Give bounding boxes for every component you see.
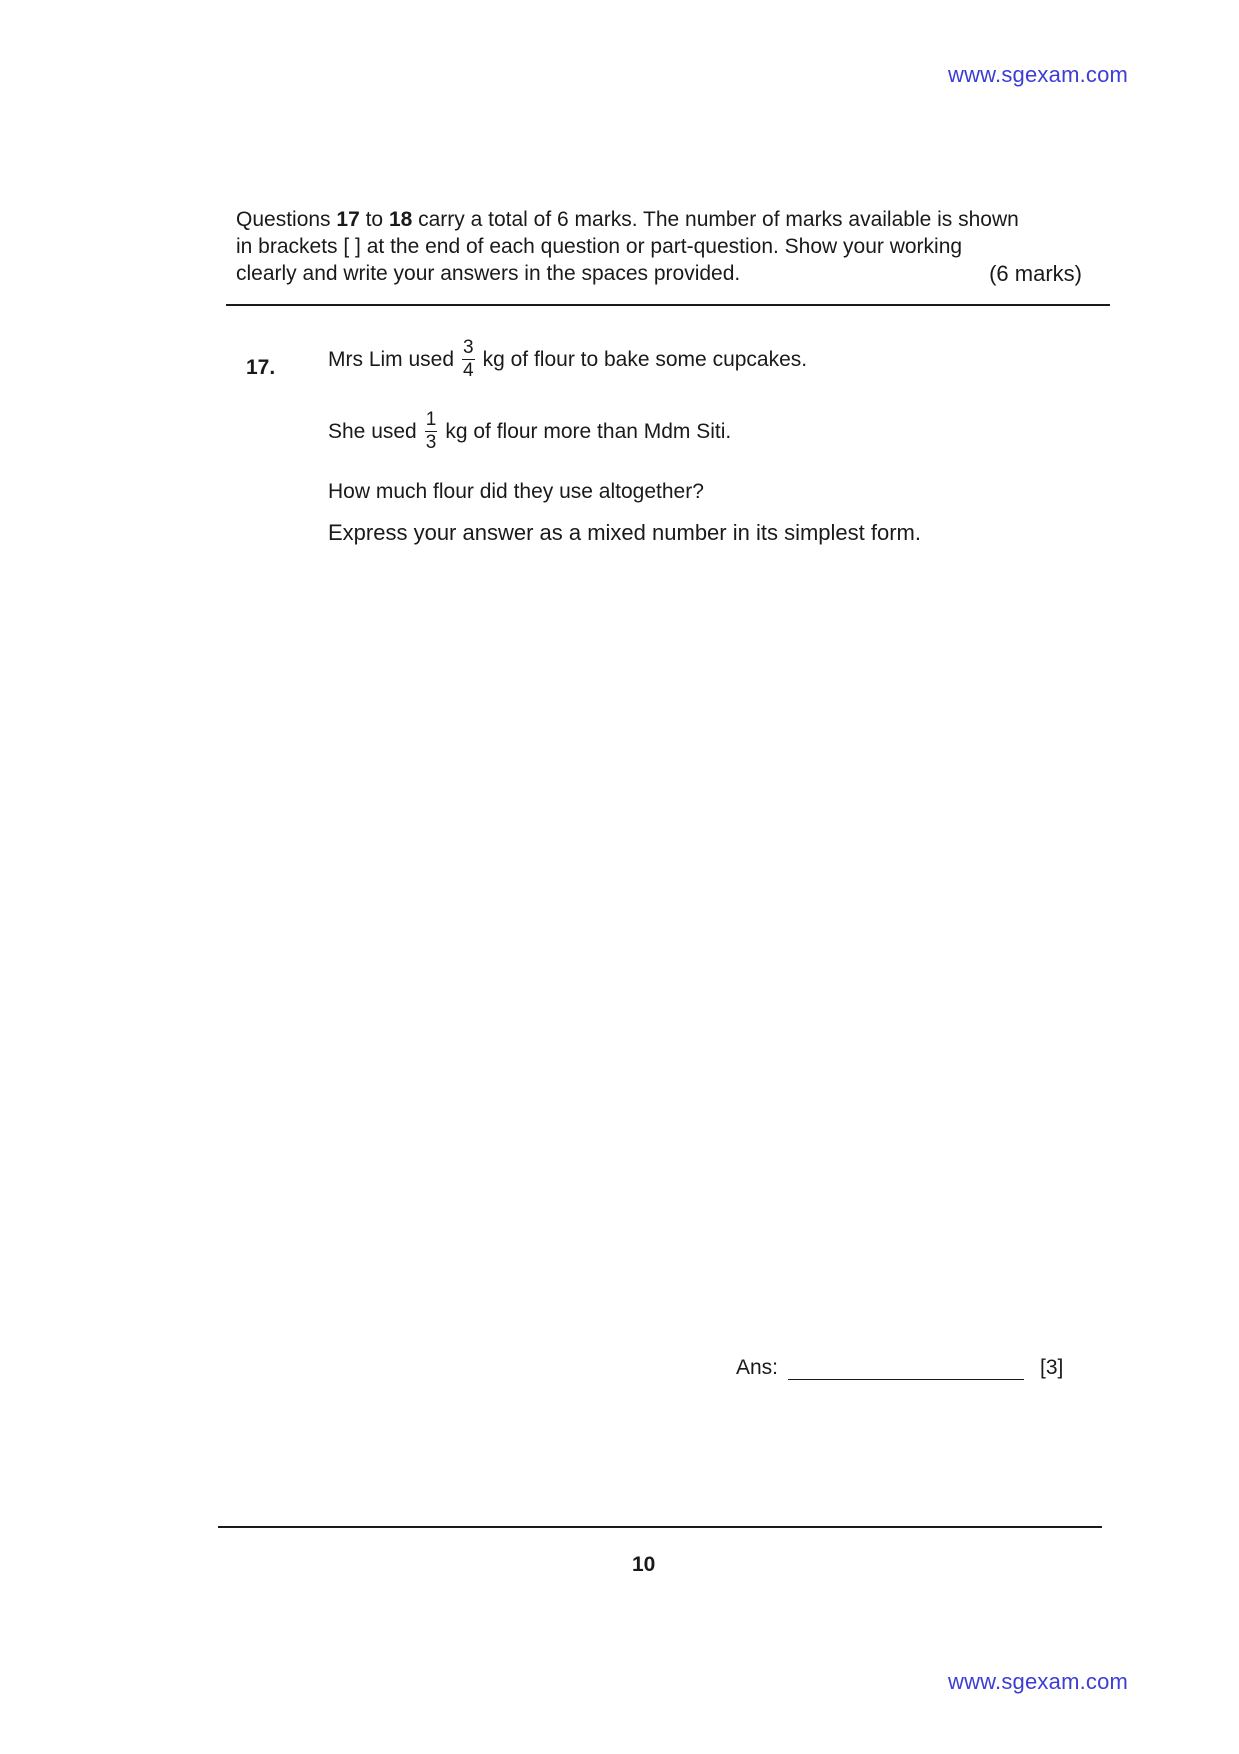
question-number: 17.: [246, 356, 276, 379]
question-range-end: 18: [388, 208, 413, 231]
answer-blank[interactable]: [788, 1357, 1024, 1380]
question-line-4: Express your answer as a mixed number in its simplest form.: [328, 520, 921, 545]
question-line-2: She used $\frac{1}{3}$ kg of flour more than Mdm Siti.: [328, 409, 732, 453]
instructions-line-3: clearly and write your answers in the spaces provided. (6 marks): [236, 261, 1082, 286]
question-line-1: Mrs Lim used $\frac{3}{4}$ kg of flour to bake some cupcakes.: [328, 337, 808, 381]
question-marks: [3]: [1040, 1356, 1064, 1379]
instructions-line-1: Questions 17 to 18 carry a total of 6 marks. The number of marks available is shown: [236, 208, 1019, 231]
page-number: 10: [632, 1553, 656, 1576]
footer-url: www.sgexam.com: [948, 1669, 1129, 1694]
instructions: [236, 206, 1082, 287]
header-url: www.sgexam.com: [948, 62, 1129, 87]
total-marks: (6 marks): [989, 261, 1082, 286]
fraction-three-quarters: $\frac{3}{4}$: [463, 337, 474, 381]
answer-area: [736, 1356, 1063, 1380]
top-divider: [226, 304, 1110, 306]
instructions-line-2: in brackets [ ] at the end of each question or part-question. Show your working: [236, 235, 963, 258]
answer-label: Ans:: [736, 1356, 779, 1379]
question-line-3: How much flour did they use altogether?: [328, 480, 704, 503]
bottom-divider: [218, 1526, 1102, 1528]
fraction-one-third: $\frac{1}{3}$: [425, 409, 437, 453]
question-range-start: 17: [336, 208, 360, 231]
